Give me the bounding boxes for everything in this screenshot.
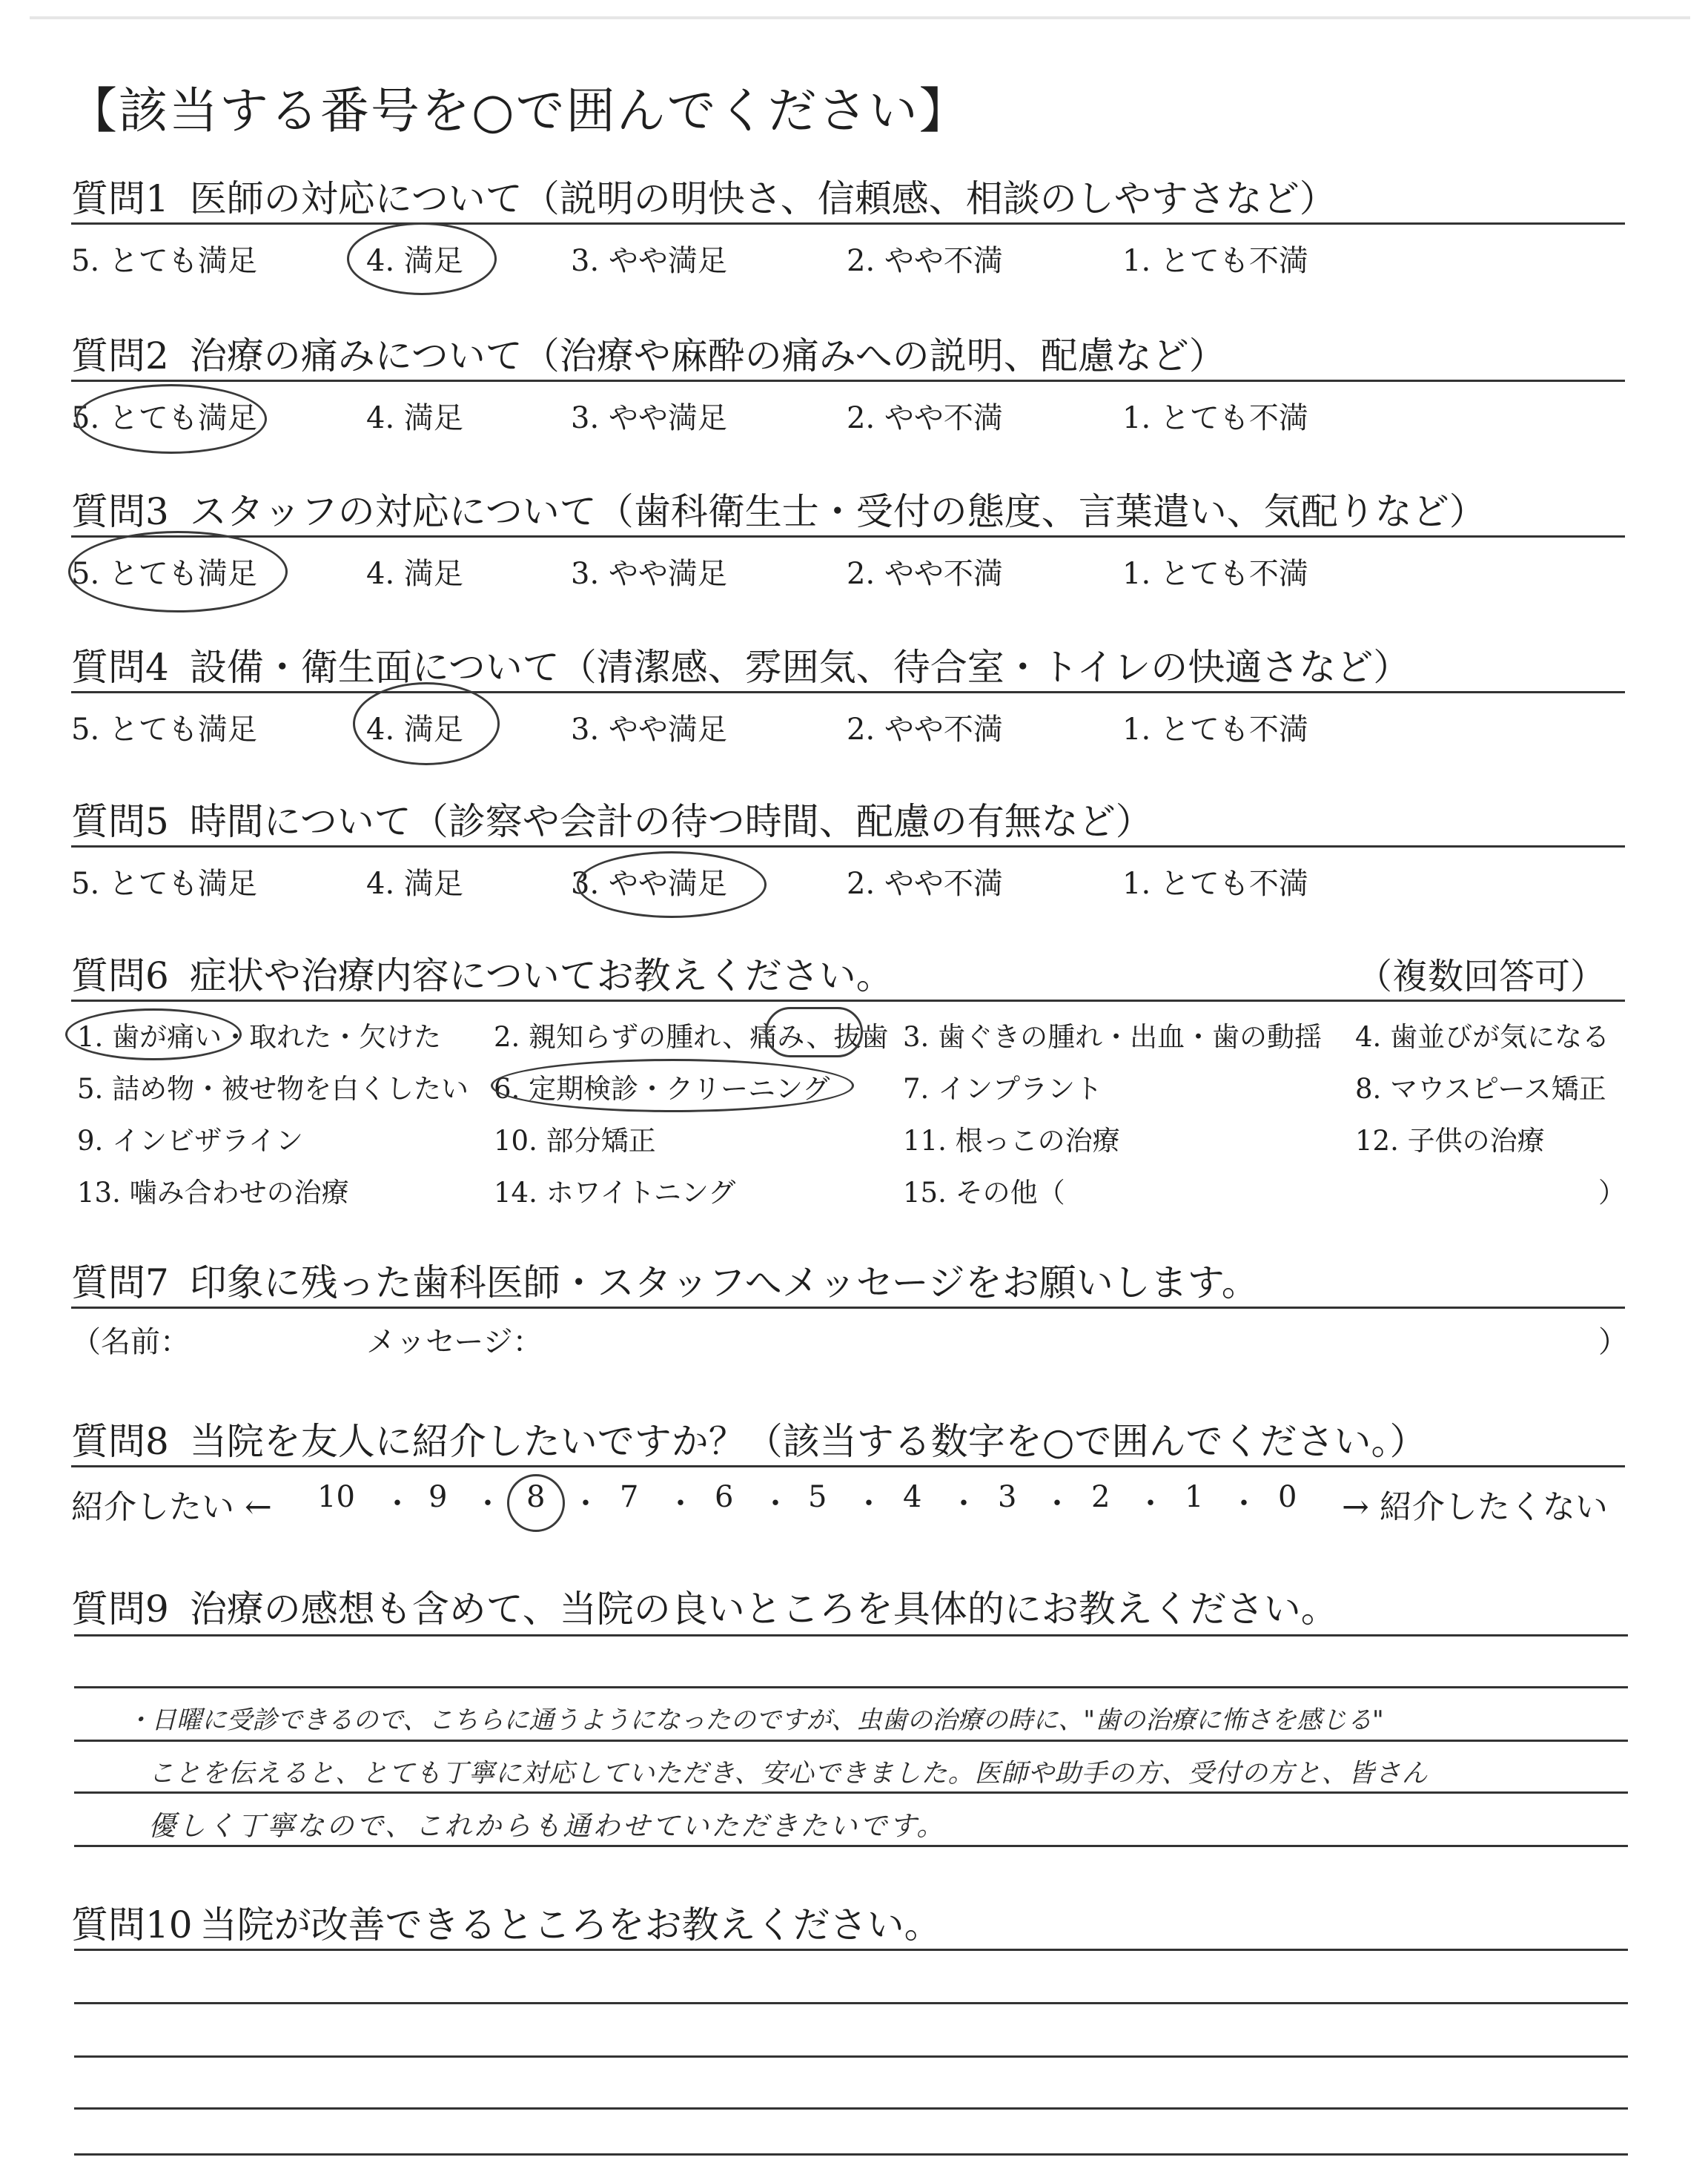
question-2 (71, 326, 1625, 452)
option-3[interactable]: 3. やや満足 (571, 401, 727, 435)
scale-5[interactable]: 5 (808, 1480, 827, 1514)
scale-2[interactable]: 2 (1091, 1480, 1110, 1514)
scale-8[interactable]: 8 (526, 1480, 546, 1514)
symptom-option-13[interactable]: 13. 噛み合わせの治療 (77, 1177, 349, 1209)
scale-dot: ・ (1136, 1487, 1165, 1521)
handwritten-answer-line: ・日曜に受診できるので、こちらに通うようになったのですが、虫歯の治療の時に、"歯の治療に怖さを感じる" (126, 1705, 1384, 1735)
scale-dot: ・ (1229, 1487, 1259, 1521)
symptom-option-2[interactable]: 2. 親知らずの腫れ、痛み、抜歯 (494, 1021, 889, 1053)
question-9 (71, 1579, 1625, 1639)
question-number: 質問5 (71, 800, 169, 843)
question-text: 治療の感想も含めて、当院の良いところを具体的にお教えください。 (189, 1588, 1338, 1631)
symptom-option-9[interactable]: 9. インビザライン (77, 1125, 303, 1157)
question-text: 医師の対応について（説明の明快さ、信頼感、相談のしやすさなど） (189, 177, 1337, 220)
symptom-option-4[interactable]: 4. 歯並びが気になる (1355, 1021, 1610, 1053)
option-5[interactable]: 5. とても満足 (71, 557, 257, 591)
option-4[interactable]: 4. 満足 (366, 713, 463, 747)
scale-6[interactable]: 6 (715, 1480, 734, 1514)
top-edge (30, 16, 1690, 19)
scale-dot: ・ (473, 1487, 503, 1521)
scale-dot: ・ (383, 1487, 412, 1521)
answer-line (74, 1791, 1628, 1794)
question-number: 質問1 (71, 177, 169, 220)
question-1 (71, 169, 1625, 295)
symptom-option-15[interactable]: 15. その他（ (903, 1177, 1065, 1209)
question-heading (71, 482, 1486, 535)
option-5[interactable]: 5. とても満足 (71, 244, 257, 278)
handwritten-answer-line: 優しく丁寧なので、これからも通わせていただきたいです。 (148, 1810, 947, 1842)
option-4[interactable]: 4. 満足 (366, 244, 463, 278)
question-number: 質問3 (71, 490, 169, 533)
option-2[interactable]: 2. やや不満 (847, 244, 1003, 278)
question-text: 時間について（診察や会計の待つ時間、配慮の有無など） (189, 800, 1153, 843)
question-number: 質問9 (71, 1588, 169, 1631)
question-text: 症状や治療内容についてお教えください。 (189, 954, 893, 997)
other-close-paren: ） (1598, 1177, 1626, 1209)
answer-line (74, 2153, 1628, 2156)
question-number: 質問6 (71, 954, 169, 997)
handwritten-answer-line: ことを伝えると、とても丁寧に対応していただき、安心できました。医師や助手の方、受付の方と、皆さん (148, 1759, 1429, 1789)
symptom-option-8[interactable]: 8. マウスピース矯正 (1355, 1073, 1606, 1105)
recommend-right-label: → 紹介したくない (1342, 1488, 1608, 1526)
question-text: スタッフの対応について（歯科衛生士・受付の態度、言葉遣い、気配りなど） (189, 490, 1486, 533)
recommend-left-label: 紹介したい ← (71, 1488, 272, 1526)
symptom-option-10[interactable]: 10. 部分矯正 (494, 1125, 656, 1157)
question-3 (71, 482, 1625, 608)
option-1[interactable]: 1. とても不満 (1122, 867, 1308, 901)
answer-line (74, 1845, 1628, 1847)
scale-dot: ・ (1042, 1487, 1072, 1521)
scale-10[interactable]: 10 (317, 1480, 355, 1514)
option-3[interactable]: 3. やや満足 (571, 557, 727, 591)
symptom-option-7[interactable]: 7. インプラント (903, 1073, 1103, 1105)
symptom-option-14[interactable]: 14. ホワイトニング (494, 1177, 736, 1209)
multiple-answers-note: （複数回答可） (1357, 956, 1606, 997)
question-heading (71, 792, 1153, 845)
symptom-option-6[interactable]: 6. 定期検診・クリーニング (494, 1073, 830, 1105)
option-2[interactable]: 2. やや不満 (847, 557, 1003, 591)
question-7 (71, 1253, 1628, 1364)
scale-3[interactable]: 3 (998, 1480, 1017, 1514)
question-heading (71, 946, 893, 1000)
underline (71, 691, 1625, 693)
scale-dot: ・ (761, 1487, 790, 1521)
question-text: 治療の痛みについて（治療や麻酔の痛みへの説明、配慮など） (189, 334, 1226, 377)
question-text: 当院を友人に紹介したいですか？（該当する数字を○で囲んでください。） (189, 1420, 1427, 1463)
underline (71, 380, 1625, 382)
question-heading (71, 169, 1337, 222)
answer-line (74, 2107, 1628, 2110)
question-heading (71, 638, 1410, 691)
answer-line (74, 1740, 1628, 1742)
question-4 (71, 638, 1625, 764)
answer-line (74, 1634, 1628, 1636)
option-1[interactable]: 1. とても不満 (1122, 401, 1308, 435)
answer-line (74, 1949, 1628, 1951)
message-label: メッセージ： (366, 1325, 543, 1359)
name-label: （名前： (71, 1325, 190, 1359)
question-5 (71, 792, 1625, 918)
question-heading (71, 326, 1226, 380)
question-number: 質問7 (71, 1261, 169, 1304)
scale-1[interactable]: 1 (1185, 1480, 1204, 1514)
question-text: 設備・衛生面について（清潔感、雰囲気、待合室・トイレの快適さなど） (189, 646, 1411, 689)
scale-4[interactable]: 4 (903, 1480, 922, 1514)
option-2[interactable]: 2. やや不満 (847, 867, 1003, 901)
question-text: 印象に残った歯科医師・スタッフへメッセージをお願いします。 (189, 1261, 1259, 1304)
answer-line (74, 2055, 1628, 2058)
scale-0[interactable]: 0 (1278, 1480, 1297, 1514)
message-close-paren: ） (1598, 1325, 1628, 1359)
symptom-option-3[interactable]: 3. 歯ぐきの腫れ・出血・歯の動揺 (903, 1021, 1323, 1053)
page-title: 【該当する番号を○で囲んでください】 (68, 82, 970, 139)
option-4[interactable]: 4. 満足 (366, 867, 463, 901)
scale-dot: ・ (854, 1487, 884, 1521)
option-4[interactable]: 4. 満足 (366, 557, 463, 591)
scale-7[interactable]: 7 (620, 1480, 639, 1514)
question-number: 質問8 (71, 1420, 169, 1463)
underline (71, 1307, 1625, 1309)
option-5[interactable]: 5. とても満足 (71, 867, 257, 901)
symptom-option-5[interactable]: 5. 詰め物・被せ物を白くしたい (77, 1073, 469, 1105)
question-number: 質問4 (71, 646, 169, 689)
option-3[interactable]: 3. やや満足 (571, 244, 727, 278)
answer-line (74, 1686, 1628, 1688)
scale-dot: ・ (571, 1487, 600, 1521)
symptom-option-11[interactable]: 11. 根っこの治療 (903, 1125, 1120, 1157)
option-2[interactable]: 2. やや不満 (847, 401, 1003, 435)
question-10 (71, 1895, 1625, 1955)
option-5[interactable]: 5. とても満足 (71, 401, 257, 435)
question-heading (71, 1895, 941, 1949)
question-text: 当院が改善できるところをお教えください。 (199, 1903, 941, 1946)
underline (71, 222, 1625, 225)
question-number: 質問2 (71, 334, 169, 377)
underline (71, 1000, 1625, 1002)
scale-9[interactable]: 9 (428, 1480, 448, 1514)
scale-dot: ・ (949, 1487, 979, 1521)
question-6 (71, 946, 1625, 1228)
underline (71, 1465, 1625, 1467)
question-8 (71, 1412, 1625, 1538)
option-2[interactable]: 2. やや不満 (847, 713, 1003, 747)
underline (71, 535, 1625, 538)
option-3[interactable]: 3. やや満足 (571, 713, 727, 747)
question-heading (71, 1579, 1338, 1633)
symptom-option-12[interactable]: 12. 子供の治療 (1355, 1125, 1545, 1157)
answer-line (74, 2002, 1628, 2004)
question-heading (71, 1253, 1259, 1307)
underline (71, 845, 1625, 848)
option-5[interactable]: 5. とても満足 (71, 713, 257, 747)
symptom-option-1[interactable]: 1. 歯が痛い・取れた・欠けた (77, 1021, 442, 1053)
scale-dot: ・ (666, 1487, 695, 1521)
option-1[interactable]: 1. とても不満 (1122, 713, 1308, 747)
question-number: 質問10 (71, 1903, 193, 1946)
option-4[interactable]: 4. 満足 (366, 401, 463, 435)
option-1[interactable]: 1. とても不満 (1122, 244, 1308, 278)
question-heading (71, 1412, 1426, 1465)
option-1[interactable]: 1. とても不満 (1122, 557, 1308, 591)
option-3[interactable]: 3. やや満足 (571, 867, 727, 901)
